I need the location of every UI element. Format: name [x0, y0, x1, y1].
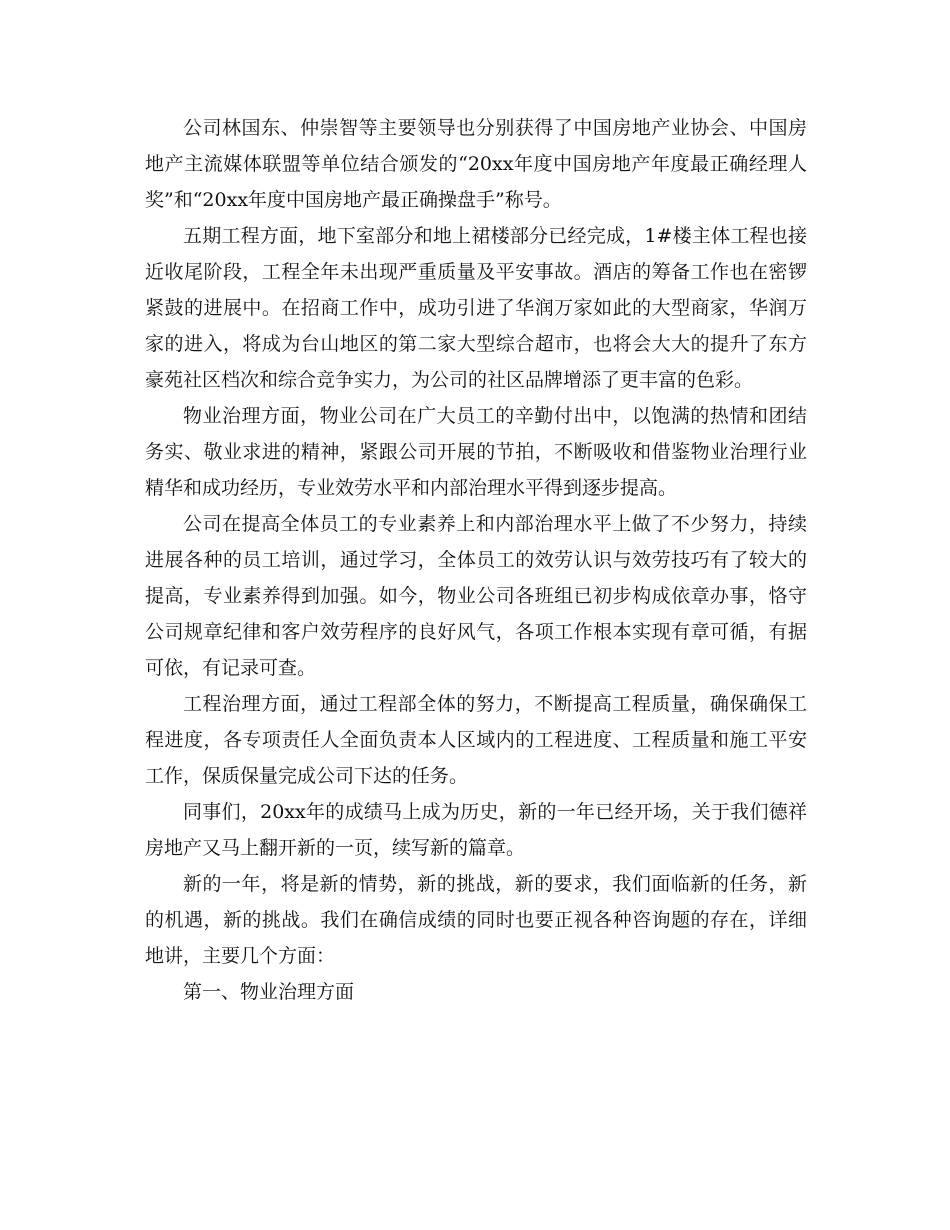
paragraph-2: 五期工程方面，地下室部分和地上裙楼部分已经完成，1#楼主体工程也接近收尾阶段，工程全年未出现严重质量及平安事故。酒店的筹备工作也在密锣紧鼓的进展中。在招商工作中，成功引进了华润万家如此的大型商家，华润万家的进入，将成为台山地区的第二家大型综合超市，也将会大大的提升了东方豪苑社区档次和综合竞争实力，为公司的社区品牌增添了更丰富的色彩。 — [145, 225, 807, 391]
paragraph-6: 同事们，20xx年的成绩马上成为历史，新的一年已经开场，关于我们德祥房地产又马上翻开新的一页，续写新的篇章。 — [145, 801, 807, 859]
section-heading: 第一、物业治理方面 — [183, 981, 355, 1003]
paragraph-3: 物业治理方面，物业公司在广大员工的辛勤付出中，以饱满的热情和团结务实、敬业求进的精神，紧跟公司开展的节拍，不断吸收和借鉴物业治理行业精华和成功经历，专业效劳水平和内部治理水平得到逐步提高。 — [145, 405, 807, 499]
paragraph-1: 公司林国东、仲崇智等主要领导也分别获得了中国房地产业协会、中国房地产主流媒体联盟等单位结合颁发的“20xx年度中国房地产年度最正确经理人奖”和“20xx年度中国房地产最正确操盘手”称号。 — [145, 117, 807, 211]
paragraph-7: 新的一年，将是新的情势，新的挑战，新的要求，我们面临新的任务，新的机遇，新的挑战。我们在确信成绩的同时也要正视各种咨询题的存在，详细地讲，主要几个方面： — [145, 873, 807, 967]
paragraph-4: 公司在提高全体员工的专业素养上和内部治理水平上做了不少努力，持续进展各种的员工培训，通过学习，全体员工的效劳认识与效劳技巧有了较大的提高，专业素养得到加强。如今，物业公司各班组已初步构成依章办事，恪守公司规章纪律和客户效劳程序的良好风气，各项工作根本实现有章可循，有据可依，有记录可查。 — [145, 513, 807, 679]
paragraph-5: 工程治理方面，通过工程部全体的努力，不断提高工程质量，确保确保工程进度，各专项责任人全面负责本人区域内的工程进度、工程质量和施工平安工作，保质保量完成公司下达的任务。 — [145, 693, 807, 787]
document-body — [145, 110, 807, 1010]
